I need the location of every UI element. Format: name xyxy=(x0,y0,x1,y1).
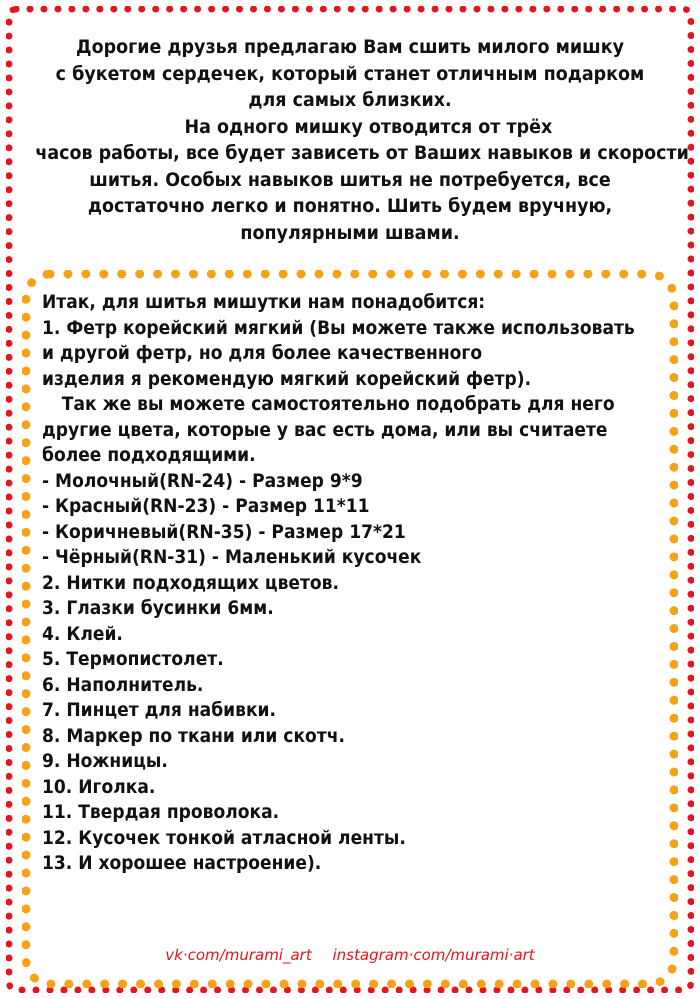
intro-line: шитья. Особых навыков шитья не потребуется, все xyxy=(89,168,611,191)
footer-credits xyxy=(0,946,700,964)
list-item: 2. Нитки подходящих цветов. xyxy=(42,571,339,594)
intro-line: для самых близких. xyxy=(248,89,452,111)
list-item: 9. Ножницы. xyxy=(42,750,168,772)
intro-line: Дорогие друзья предлагаю Вам сшить милого мишку xyxy=(75,36,625,58)
color-item: - Красный(RN-23) - Размер 11*11 xyxy=(42,495,370,517)
list-item: 7. Пинцет для набивки. xyxy=(42,699,277,721)
color-item: - Чёрный(RN-31) - Маленький кусочек xyxy=(42,546,422,568)
intro-text xyxy=(35,34,689,246)
color-item: - Коричневый(RN-35) - Размер 17*21 xyxy=(42,520,406,543)
intro-line: популярными швами. xyxy=(240,221,460,244)
list-item: 11. Твердая проволока. xyxy=(42,801,280,823)
materials-heading: Итак, для шитья мишутки нам понадобится: xyxy=(42,291,486,313)
list-item: 12. Кусочек тонкой атласной ленты. xyxy=(42,826,406,849)
list-item: 10. Иголка. xyxy=(42,775,156,798)
list-item: 4. Клей. xyxy=(42,622,123,645)
intro-line: часов работы, все будет зависеть от Ваших навыков и скорости xyxy=(35,142,689,164)
intro-line: с букетом сердечек, который станет отличным подарком xyxy=(55,62,645,85)
list-item: 6. Наполнитель. xyxy=(42,673,204,696)
materials-list xyxy=(42,290,635,877)
felt-line: изделия я рекомендую мягкий корейский фетр). xyxy=(42,367,532,390)
instagram-link[interactable]: instagram·com/murami·art xyxy=(332,946,535,964)
felt-line: и другой фетр, но для более качественного xyxy=(42,342,483,364)
intro-line: На одного мишку отводится от трёх xyxy=(184,115,553,138)
note-line: другие цвета, которые у вас есть дома, или вы считаете xyxy=(42,418,608,441)
list-item: 3. Глазки бусинки 6мм. xyxy=(42,597,274,619)
intro-line: достаточно легко и понятно. Шить будем вручную, xyxy=(87,195,613,217)
note-line: Так же вы можете самостоятельно подобрать для него xyxy=(61,393,615,415)
list-item: 13. И хорошее настроение). xyxy=(42,852,322,874)
vk-link[interactable]: vk·com/murami_art xyxy=(165,946,312,964)
felt-line: 1. Фетр корейский мягкий (Вы можете также использовать xyxy=(42,316,635,339)
list-item: 8. Маркер по ткани или скотч. xyxy=(42,724,345,747)
color-item: - Молочный(RN-24) - Размер 9*9 xyxy=(42,469,363,492)
note-line: более подходящими. xyxy=(42,444,256,466)
list-item: 5. Термопистолет. xyxy=(42,648,224,670)
